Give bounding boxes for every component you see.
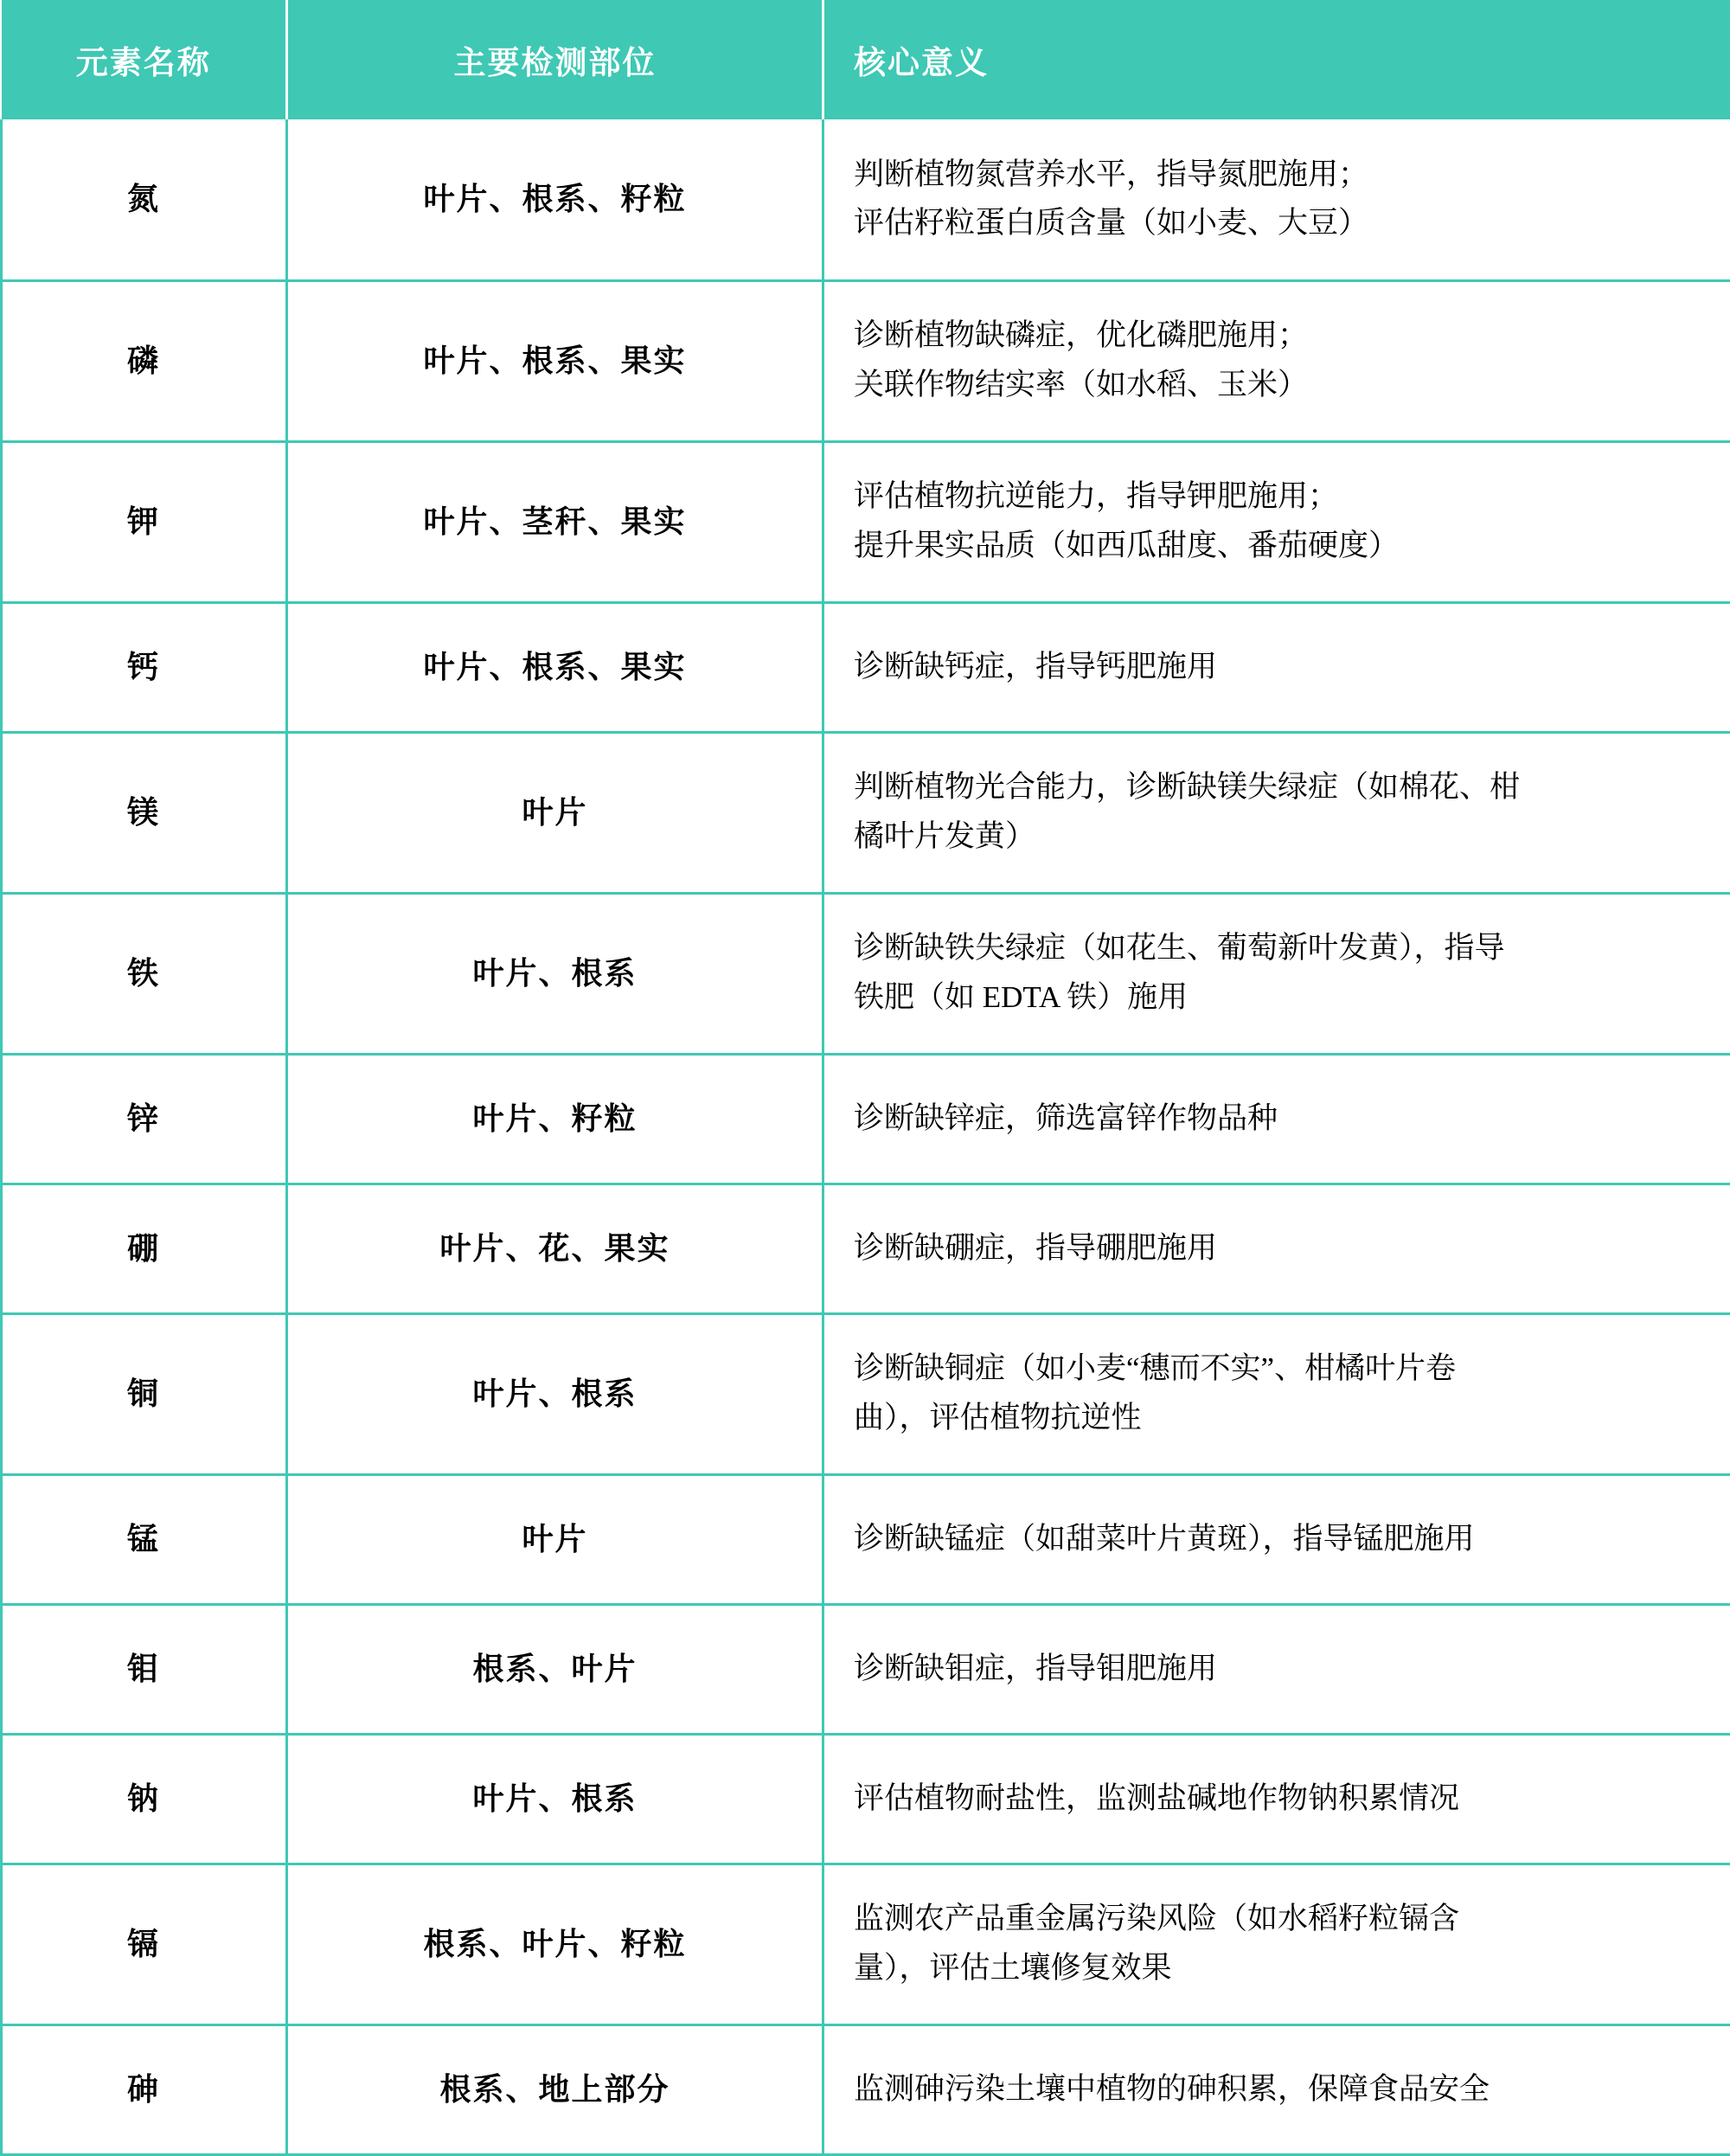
- meaning-line: 铁肥（如 EDTA 铁）施用: [854, 973, 1690, 1023]
- cell-element-name: 锰: [2, 1474, 287, 1604]
- table-header-row: [2, 0, 1730, 119]
- table-row: [2, 732, 1730, 893]
- cell-element-name: 氮: [2, 119, 287, 280]
- cell-detection-site: 叶片、根系: [287, 893, 823, 1054]
- table-header: [2, 0, 1730, 119]
- cell-core-meaning: [823, 1474, 1730, 1604]
- cell-detection-site: 叶片: [287, 1474, 823, 1604]
- table-row: [2, 441, 1730, 602]
- cell-detection-site: 叶片、根系: [287, 1313, 823, 1474]
- column-header-meaning: 核心意义: [823, 0, 1730, 119]
- cell-detection-site: 叶片、茎秆、果实: [287, 441, 823, 602]
- table-row: [2, 1604, 1730, 1734]
- cell-core-meaning: [823, 1604, 1730, 1734]
- cell-detection-site: 叶片、根系: [287, 1734, 823, 1864]
- cell-core-meaning: [823, 119, 1730, 280]
- cell-element-name: 铜: [2, 1313, 287, 1474]
- meaning-line: 判断植物氮营养水平，指导氮肥施用；: [854, 151, 1690, 200]
- table-row: [2, 602, 1730, 732]
- cell-core-meaning: [823, 280, 1730, 441]
- cell-core-meaning: [823, 1184, 1730, 1313]
- column-header-site: 主要检测部位: [287, 0, 823, 119]
- table-row: [2, 1313, 1730, 1474]
- cell-element-name: 硼: [2, 1184, 287, 1313]
- meaning-line: 量），评估土壤修复效果: [854, 1944, 1690, 1993]
- cell-core-meaning: [823, 602, 1730, 732]
- table-row: [2, 1864, 1730, 2024]
- cell-detection-site: 叶片、根系、果实: [287, 280, 823, 441]
- meaning-line: 诊断缺铜症（如小麦“穗而不实”、柑橘叶片卷: [854, 1344, 1690, 1394]
- meaning-line: 评估植物抗逆能力，指导钾肥施用；: [854, 472, 1690, 522]
- cell-element-name: 钼: [2, 1604, 287, 1734]
- meaning-line: 诊断缺硼症，指导硼肥施用: [854, 1224, 1690, 1274]
- cell-element-name: 砷: [2, 2024, 287, 2154]
- meaning-line: 曲），评估植物抗逆性: [854, 1394, 1690, 1443]
- meaning-line: 橘叶片发黄）: [854, 812, 1690, 862]
- cell-detection-site: 叶片、根系、果实: [287, 602, 823, 732]
- cell-core-meaning: [823, 732, 1730, 893]
- table-row: [2, 1184, 1730, 1313]
- cell-detection-site: 根系、叶片、籽粒: [287, 1864, 823, 2024]
- meaning-line: 提升果实品质（如西瓜甜度、番茄硬度）: [854, 522, 1690, 571]
- cell-element-name: 钙: [2, 602, 287, 732]
- cell-core-meaning: [823, 441, 1730, 602]
- meaning-line: 评估植物耐盐性，监测盐碱地作物钠积累情况: [854, 1774, 1690, 1824]
- cell-detection-site: 根系、地上部分: [287, 2024, 823, 2154]
- meaning-line: 关联作物结实率（如水稻、玉米）: [854, 361, 1690, 410]
- cell-detection-site: 叶片、根系、籽粒: [287, 119, 823, 280]
- meaning-line: 诊断缺锌症，筛选富锌作物品种: [854, 1094, 1690, 1144]
- table-row: [2, 1474, 1730, 1604]
- meaning-line: 监测农产品重金属污染风险（如水稻籽粒镉含: [854, 1895, 1690, 1944]
- meaning-line: 监测砷污染土壤中植物的砷积累，保障食品安全: [854, 2065, 1690, 2114]
- cell-detection-site: 叶片、花、果实: [287, 1184, 823, 1313]
- meaning-line: 判断植物光合能力，诊断缺镁失绿症（如棉花、柑: [854, 763, 1690, 812]
- cell-element-name: 磷: [2, 280, 287, 441]
- cell-core-meaning: [823, 2024, 1730, 2154]
- cell-element-name: 钾: [2, 441, 287, 602]
- table-row: [2, 119, 1730, 280]
- meaning-line: 诊断缺铁失绿症（如花生、葡萄新叶发黄），指导: [854, 924, 1690, 973]
- table-row: [2, 1734, 1730, 1864]
- table-row: [2, 2024, 1730, 2154]
- cell-core-meaning: [823, 1313, 1730, 1474]
- table-row: [2, 893, 1730, 1054]
- cell-element-name: 锌: [2, 1054, 287, 1184]
- meaning-line: 诊断缺锰症（如甜菜叶片黄斑），指导锰肥施用: [854, 1515, 1690, 1564]
- cell-element-name: 钠: [2, 1734, 287, 1864]
- table-row: [2, 1054, 1730, 1184]
- cell-element-name: 镁: [2, 732, 287, 893]
- table-body: [2, 119, 1730, 2154]
- cell-core-meaning: [823, 893, 1730, 1054]
- meaning-line: 评估籽粒蛋白质含量（如小麦、大豆）: [854, 199, 1690, 248]
- cell-core-meaning: [823, 1734, 1730, 1864]
- cell-detection-site: 叶片、籽粒: [287, 1054, 823, 1184]
- meaning-line: 诊断植物缺磷症，优化磷肥施用；: [854, 311, 1690, 361]
- cell-element-name: 铁: [2, 893, 287, 1054]
- cell-detection-site: 叶片: [287, 732, 823, 893]
- cell-element-name: 镉: [2, 1864, 287, 2024]
- table-row: [2, 280, 1730, 441]
- cell-detection-site: 根系、叶片: [287, 1604, 823, 1734]
- meaning-line: 诊断缺钼症，指导钼肥施用: [854, 1645, 1690, 1694]
- meaning-line: 诊断缺钙症，指导钙肥施用: [854, 643, 1690, 692]
- cell-core-meaning: [823, 1054, 1730, 1184]
- column-header-element: 元素名称: [2, 0, 287, 119]
- cell-core-meaning: [823, 1864, 1730, 2024]
